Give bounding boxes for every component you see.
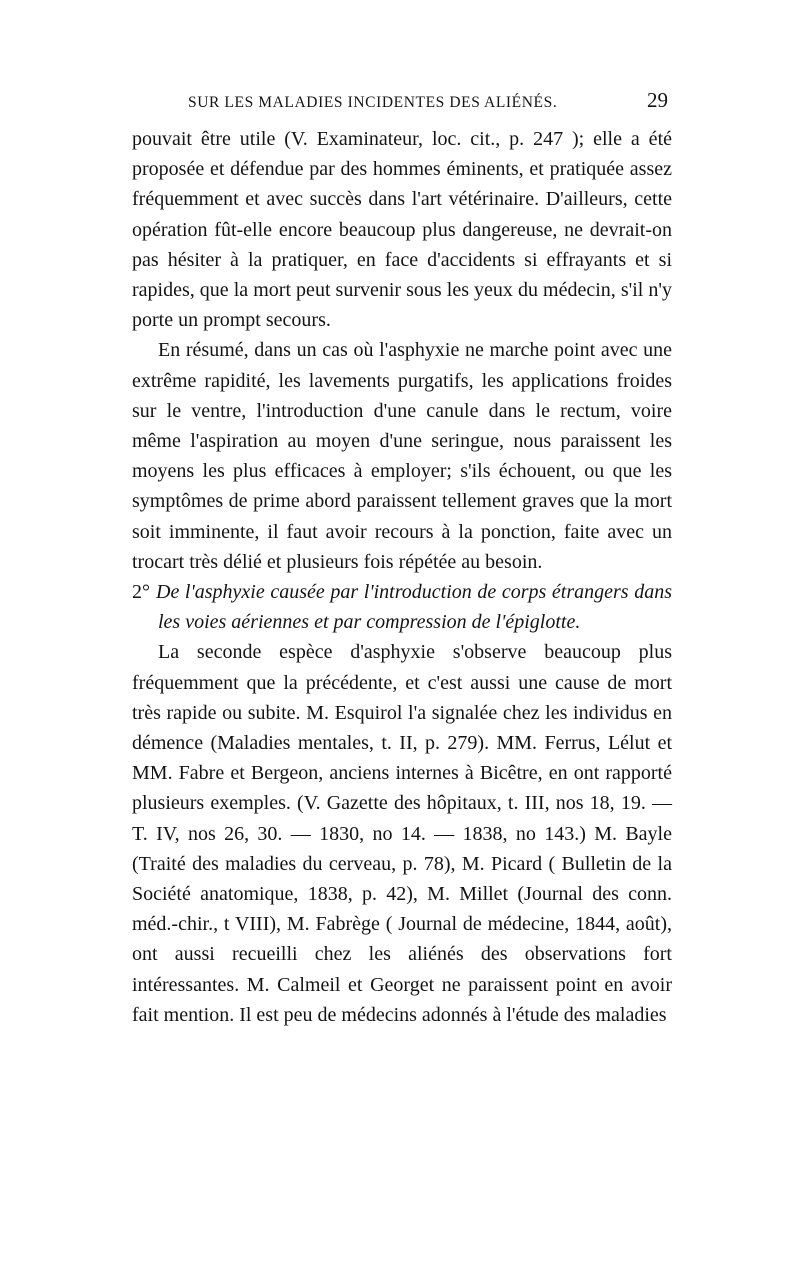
running-title: SUR LES MALADIES INCIDENTES DES ALIÉNÉS. bbox=[188, 94, 558, 111]
section-heading bbox=[132, 577, 672, 637]
book-page bbox=[132, 88, 672, 1030]
section-number: 2° bbox=[132, 581, 150, 604]
paragraph: La seconde espèce d'asphyxie s'observe beaucoup plus fréquemment que la précédente, et c'est aussi une cause de mort très rapide ou subite. M. Esquirol l'a signalée chez les individus en démence (Maladies mentales, t. II, p. 279). MM. Ferrus, Lélut et MM. Fabre et Bergeon, anciens internes à Bicêtre, en ont rapporté plusieurs exemples. (V. Gazette des hôpitaux, t. III, nos 18, 19. — T. IV, nos 26, 30. — 1830, no 14. — 1838, no 143.) M. Bayle (Traité des maladies du cerveau, p. 78), M. Picard ( Bulletin de la Société anatomique, 1838, p. 42), M. Millet (Journal des conn. méd.-chir., t VIII), M. Fabrège ( Journal de médecine, 1844, août), ont aussi recueilli chez les aliénés des observations fort intéressantes. M. Calmeil et Georget ne paraissent point en avoir fait mention. Il est peu de médecins adonnés à l'étude des maladies bbox=[132, 641, 672, 1026]
body-text bbox=[132, 124, 672, 1030]
page-number: 29 bbox=[647, 88, 668, 112]
section-heading-text: De l'asphyxie causée par l'introduction de corps étrangers dans les voies aériennes et par compression de l'épiglotte. bbox=[156, 581, 672, 634]
paragraph: pouvait être utile (V. Examinateur, loc. cit., p. 247 ); elle a été proposée et défendue par des hommes éminents, et pratiquée assez fréquemment et avec succès dans l'art vétérinaire. D'ailleurs, cette opération fût-elle encore beaucoup plus dangereuse, ne devrait-on pas hésiter à la pratiquer, en face d'accidents si effrayants et si rapides, que la mort peut survenir sous les yeux du médecin, s'il n'y porte un prompt secours. bbox=[132, 128, 672, 332]
paragraph: En résumé, dans un cas où l'asphyxie ne marche point avec une extrême rapidité, les lavements purgatifs, les applications froides sur le ventre, l'introduction d'une canule dans le rectum, voire même l'aspiration au moyen d'une seringue, nous paraissent les moyens les plus efficaces à employer; s'ils échouent, ou que les symptômes de prime abord paraissent tellement graves que la mort soit imminente, il faut avoir recours à la ponction, faite avec un trocart très délié et plusieurs fois répétée au besoin. bbox=[132, 339, 672, 573]
running-head bbox=[132, 88, 672, 124]
